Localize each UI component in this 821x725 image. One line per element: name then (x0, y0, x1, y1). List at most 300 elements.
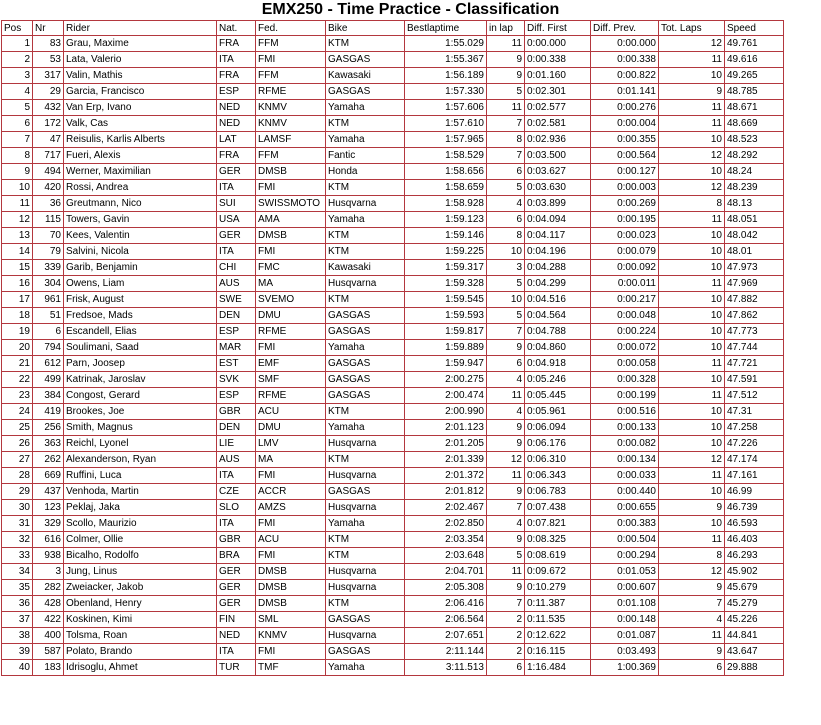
col-bestlaptime-cell: 1:59.317 (405, 260, 487, 276)
col-rider-cell: Kees, Valentin (64, 228, 217, 244)
col-diff-first-cell: 0:06.343 (525, 468, 591, 484)
col-bike-cell: GASGAS (326, 84, 405, 100)
table-row (2, 196, 784, 212)
col-diff-prev-cell: 1:00.369 (591, 660, 659, 676)
col-speed-cell: 48.523 (725, 132, 784, 148)
col-speed-cell: 47.591 (725, 372, 784, 388)
col-in-lap-cell: 4 (487, 404, 525, 420)
col-bestlaptime-cell: 1:59.817 (405, 324, 487, 340)
col-diff-first-cell: 0:04.788 (525, 324, 591, 340)
col-nr-cell: 83 (33, 36, 64, 52)
col-bike-cell: Yamaha (326, 340, 405, 356)
col-nat-cell: ITA (217, 180, 256, 196)
col-nr-cell: 282 (33, 580, 64, 596)
col-pos-cell: 28 (2, 468, 33, 484)
col-tot-laps-cell: 11 (659, 388, 725, 404)
col-in-lap-cell: 2 (487, 644, 525, 660)
col-diff-prev-cell: 0:00.355 (591, 132, 659, 148)
col-pos-cell: 1 (2, 36, 33, 52)
col-in-lap-cell: 5 (487, 548, 525, 564)
col-in-lap-cell: 11 (487, 468, 525, 484)
col-nat-cell: DEN (217, 420, 256, 436)
col-in-lap-cell: 11 (487, 100, 525, 116)
col-speed-cell: 48.042 (725, 228, 784, 244)
col-tot-laps-cell: 9 (659, 500, 725, 516)
col-in-lap-cell: 5 (487, 84, 525, 100)
table-row (2, 292, 784, 308)
col-speed-cell: 47.773 (725, 324, 784, 340)
col-bestlaptime-cell: 2:01.123 (405, 420, 487, 436)
col-nat-cell: ITA (217, 52, 256, 68)
col-speed-cell: 46.403 (725, 532, 784, 548)
col-bestlaptime-cell: 1:59.328 (405, 276, 487, 292)
col-bike-cell: Husqvarna (326, 468, 405, 484)
col-pos-cell: 4 (2, 84, 33, 100)
col-speed-cell: 47.161 (725, 468, 784, 484)
col-diff-first-cell: 1:16.484 (525, 660, 591, 676)
col-diff-first-cell: 0:00.338 (525, 52, 591, 68)
col-bike-header: Bike (326, 21, 405, 36)
col-fed-cell: SMF (256, 372, 326, 388)
col-fed-cell: LAMSF (256, 132, 326, 148)
col-tot-laps-cell: 12 (659, 180, 725, 196)
table-row (2, 580, 784, 596)
col-diff-prev-cell: 0:00.011 (591, 276, 659, 292)
col-diff-prev-cell: 0:00.269 (591, 196, 659, 212)
table-row (2, 212, 784, 228)
table-row (2, 484, 784, 500)
col-bestlaptime-cell: 2:01.339 (405, 452, 487, 468)
col-rider-cell: Alexanderson, Ryan (64, 452, 217, 468)
col-diff-first-cell: 0:03.500 (525, 148, 591, 164)
col-pos-cell: 27 (2, 452, 33, 468)
col-in-lap-cell: 6 (487, 212, 525, 228)
col-nat-cell: SUI (217, 196, 256, 212)
col-bike-cell: GASGAS (326, 644, 405, 660)
col-speed-cell: 48.671 (725, 100, 784, 116)
col-pos-cell: 7 (2, 132, 33, 148)
col-nr-cell: 669 (33, 468, 64, 484)
table-row (2, 148, 784, 164)
table-row (2, 452, 784, 468)
col-bestlaptime-cell: 2:02.467 (405, 500, 487, 516)
table-row (2, 68, 784, 84)
col-diff-first-cell: 0:03.630 (525, 180, 591, 196)
col-pos-cell: 5 (2, 100, 33, 116)
col-nat-cell: CZE (217, 484, 256, 500)
col-pos-cell: 33 (2, 548, 33, 564)
col-rider-cell: Obenland, Henry (64, 596, 217, 612)
col-rider-cell: Fredsoe, Mads (64, 308, 217, 324)
col-tot-laps-cell: 11 (659, 276, 725, 292)
col-diff-prev-cell: 0:00.082 (591, 436, 659, 452)
col-in-lap-cell: 8 (487, 132, 525, 148)
col-bestlaptime-cell: 1:59.225 (405, 244, 487, 260)
col-rider-cell: Reisulis, Karlis Alberts (64, 132, 217, 148)
col-rider-cell: Greutmann, Nico (64, 196, 217, 212)
col-bike-cell: GASGAS (326, 324, 405, 340)
col-bestlaptime-cell: 2:01.205 (405, 436, 487, 452)
col-nat-cell: GER (217, 596, 256, 612)
col-nr-cell: 172 (33, 116, 64, 132)
col-diff-first-cell: 0:02.581 (525, 116, 591, 132)
col-fed-cell: ACU (256, 532, 326, 548)
col-nat-cell: GER (217, 564, 256, 580)
col-diff-first-cell: 0:16.115 (525, 644, 591, 660)
col-diff-first-cell: 0:11.387 (525, 596, 591, 612)
col-nat-cell: AUS (217, 276, 256, 292)
col-speed-cell: 49.616 (725, 52, 784, 68)
col-pos-cell: 15 (2, 260, 33, 276)
col-nr-cell: 432 (33, 100, 64, 116)
col-diff-prev-cell: 0:00.607 (591, 580, 659, 596)
col-speed-cell: 49.761 (725, 36, 784, 52)
col-bestlaptime-cell: 1:58.928 (405, 196, 487, 212)
col-diff-first-cell: 0:06.310 (525, 452, 591, 468)
col-nat-cell: AUS (217, 452, 256, 468)
col-tot-laps-cell: 4 (659, 612, 725, 628)
col-pos-header: Pos (2, 21, 33, 36)
col-in-lap-cell: 4 (487, 372, 525, 388)
col-speed-cell: 46.739 (725, 500, 784, 516)
col-rider-cell: Fueri, Alexis (64, 148, 217, 164)
col-nat-cell: FRA (217, 68, 256, 84)
col-fed-cell: KNMV (256, 628, 326, 644)
col-pos-cell: 36 (2, 596, 33, 612)
col-tot-laps-cell: 11 (659, 356, 725, 372)
col-bestlaptime-cell: 2:11.144 (405, 644, 487, 660)
col-diff-prev-cell: 0:00.655 (591, 500, 659, 516)
col-speed-cell: 48.051 (725, 212, 784, 228)
table-row (2, 100, 784, 116)
col-fed-cell: RFME (256, 84, 326, 100)
col-tot-laps-cell: 10 (659, 308, 725, 324)
col-diff-first-cell: 0:04.094 (525, 212, 591, 228)
col-fed-cell: FMI (256, 52, 326, 68)
col-fed-cell: LMV (256, 436, 326, 452)
col-in-lap-cell: 9 (487, 420, 525, 436)
col-speed-cell: 47.258 (725, 420, 784, 436)
col-speed-cell: 44.841 (725, 628, 784, 644)
col-speed-cell: 45.902 (725, 564, 784, 580)
col-tot-laps-cell: 10 (659, 436, 725, 452)
col-fed-cell: RFME (256, 388, 326, 404)
col-diff-prev-cell: 0:00.127 (591, 164, 659, 180)
col-fed-cell: FMI (256, 516, 326, 532)
col-speed-cell: 48.13 (725, 196, 784, 212)
col-in-lap-cell: 9 (487, 484, 525, 500)
col-in-lap-cell: 11 (487, 36, 525, 52)
col-tot-laps-cell: 9 (659, 644, 725, 660)
col-rider-cell: Brookes, Joe (64, 404, 217, 420)
col-fed-cell: FFM (256, 148, 326, 164)
col-rider-cell: Van Erp, Ivano (64, 100, 217, 116)
col-pos-cell: 26 (2, 436, 33, 452)
header-row (2, 21, 784, 36)
col-bike-cell: Husqvarna (326, 628, 405, 644)
col-diff-prev-cell: 0:00.217 (591, 292, 659, 308)
col-diff-first-cell: 0:04.117 (525, 228, 591, 244)
col-in-lap-cell: 2 (487, 628, 525, 644)
col-speed-cell: 47.882 (725, 292, 784, 308)
col-in-lap-cell: 6 (487, 164, 525, 180)
col-pos-cell: 35 (2, 580, 33, 596)
col-bestlaptime-cell: 2:00.275 (405, 372, 487, 388)
col-diff-first-cell: 0:09.672 (525, 564, 591, 580)
col-bestlaptime-cell: 1:55.367 (405, 52, 487, 68)
col-in-lap-cell: 11 (487, 388, 525, 404)
col-diff-prev-cell: 0:01.108 (591, 596, 659, 612)
col-in-lap-cell: 9 (487, 340, 525, 356)
col-bike-cell: KTM (326, 292, 405, 308)
col-bike-cell: KTM (326, 116, 405, 132)
col-in-lap-cell: 7 (487, 116, 525, 132)
col-bestlaptime-cell: 1:57.965 (405, 132, 487, 148)
col-nr-cell: 115 (33, 212, 64, 228)
table-row (2, 564, 784, 580)
col-diff-first-cell: 0:11.535 (525, 612, 591, 628)
col-diff-first-header: Diff. First (525, 21, 591, 36)
col-diff-first-cell: 0:00.000 (525, 36, 591, 52)
col-bestlaptime-cell: 1:55.029 (405, 36, 487, 52)
table-row (2, 228, 784, 244)
col-in-lap-cell: 10 (487, 292, 525, 308)
col-bestlaptime-cell: 2:03.354 (405, 532, 487, 548)
col-bestlaptime-cell: 2:05.308 (405, 580, 487, 596)
table-row (2, 548, 784, 564)
col-fed-cell: SWISSMOTO (256, 196, 326, 212)
col-diff-first-cell: 0:02.936 (525, 132, 591, 148)
table-row (2, 420, 784, 436)
col-diff-prev-cell: 0:00.092 (591, 260, 659, 276)
col-nr-cell: 587 (33, 644, 64, 660)
page-title: EMX250 - Time Practice - Classification (261, 1, 560, 18)
col-diff-prev-cell: 0:00.134 (591, 452, 659, 468)
col-rider-cell: Owens, Liam (64, 276, 217, 292)
col-fed-cell: FMC (256, 260, 326, 276)
col-bike-cell: Husqvarna (326, 564, 405, 580)
col-diff-first-cell: 0:05.246 (525, 372, 591, 388)
col-bestlaptime-cell: 1:56.189 (405, 68, 487, 84)
col-pos-cell: 23 (2, 388, 33, 404)
col-fed-cell: AMA (256, 212, 326, 228)
col-speed-cell: 46.293 (725, 548, 784, 564)
classification-table (1, 20, 784, 676)
col-nat-cell: CHI (217, 260, 256, 276)
col-tot-laps-cell: 10 (659, 68, 725, 84)
col-bestlaptime-cell: 2:03.648 (405, 548, 487, 564)
col-pos-cell: 40 (2, 660, 33, 676)
col-rider-cell: Peklaj, Jaka (64, 500, 217, 516)
col-bike-cell: KTM (326, 548, 405, 564)
col-tot-laps-cell: 10 (659, 132, 725, 148)
col-rider-cell: Bicalho, Rodolfo (64, 548, 217, 564)
table-row (2, 244, 784, 260)
col-pos-cell: 6 (2, 116, 33, 132)
col-rider-cell: Smith, Magnus (64, 420, 217, 436)
col-nr-cell: 499 (33, 372, 64, 388)
col-tot-laps-cell: 11 (659, 532, 725, 548)
col-diff-first-cell: 0:06.094 (525, 420, 591, 436)
col-tot-laps-cell: 10 (659, 404, 725, 420)
col-diff-prev-cell: 0:00.079 (591, 244, 659, 260)
col-diff-prev-cell: 0:00.516 (591, 404, 659, 420)
col-diff-prev-cell: 0:01.087 (591, 628, 659, 644)
col-diff-first-cell: 0:10.279 (525, 580, 591, 596)
col-nr-cell: 400 (33, 628, 64, 644)
col-diff-prev-cell: 0:00.195 (591, 212, 659, 228)
col-bestlaptime-cell: 1:58.659 (405, 180, 487, 196)
table-row (2, 36, 784, 52)
col-fed-cell: AMZS (256, 500, 326, 516)
col-nat-cell: FRA (217, 148, 256, 164)
col-fed-cell: FFM (256, 36, 326, 52)
col-diff-prev-cell: 0:00.133 (591, 420, 659, 436)
col-in-lap-cell: 12 (487, 452, 525, 468)
col-bike-cell: Kawasaki (326, 68, 405, 84)
col-tot-laps-cell: 9 (659, 84, 725, 100)
col-nat-cell: DEN (217, 308, 256, 324)
table-row (2, 468, 784, 484)
col-rider-cell: Rossi, Andrea (64, 180, 217, 196)
col-bike-cell: KTM (326, 596, 405, 612)
col-tot-laps-cell: 8 (659, 196, 725, 212)
col-bike-cell: KTM (326, 228, 405, 244)
col-nr-cell: 36 (33, 196, 64, 212)
table-row (2, 660, 784, 676)
col-rider-cell: Jung, Linus (64, 564, 217, 580)
table-row (2, 372, 784, 388)
col-fed-cell: FMI (256, 340, 326, 356)
col-bike-cell: GASGAS (326, 372, 405, 388)
table-row (2, 52, 784, 68)
col-bestlaptime-cell: 2:00.990 (405, 404, 487, 420)
table-row (2, 436, 784, 452)
table-row (2, 356, 784, 372)
table-row (2, 612, 784, 628)
col-nat-cell: FRA (217, 36, 256, 52)
col-rider-cell: Grau, Maxime (64, 36, 217, 52)
col-diff-first-cell: 0:04.918 (525, 356, 591, 372)
col-rider-header: Rider (64, 21, 217, 36)
col-speed-cell: 47.226 (725, 436, 784, 452)
col-diff-prev-cell: 0:00.000 (591, 36, 659, 52)
col-pos-cell: 20 (2, 340, 33, 356)
col-fed-cell: FFM (256, 68, 326, 84)
col-in-lap-cell: 6 (487, 660, 525, 676)
table-row (2, 404, 784, 420)
col-tot-laps-cell: 11 (659, 212, 725, 228)
col-speed-cell: 48.24 (725, 164, 784, 180)
col-pos-cell: 32 (2, 532, 33, 548)
col-speed-cell: 29.888 (725, 660, 784, 676)
col-nat-cell: GER (217, 164, 256, 180)
col-rider-cell: Katrinak, Jaroslav (64, 372, 217, 388)
col-speed-cell: 48.239 (725, 180, 784, 196)
col-diff-first-cell: 0:12.622 (525, 628, 591, 644)
col-bike-cell: Husqvarna (326, 196, 405, 212)
col-nat-cell: FIN (217, 612, 256, 628)
col-in-lap-cell: 3 (487, 260, 525, 276)
col-tot-laps-cell: 11 (659, 628, 725, 644)
col-diff-prev-cell: 0:00.564 (591, 148, 659, 164)
table-row (2, 180, 784, 196)
col-diff-prev-cell: 0:00.276 (591, 100, 659, 116)
col-diff-first-cell: 0:04.516 (525, 292, 591, 308)
col-nat-cell: NED (217, 100, 256, 116)
col-fed-cell: DMSB (256, 580, 326, 596)
table-row (2, 388, 784, 404)
col-diff-prev-cell: 0:00.023 (591, 228, 659, 244)
col-pos-cell: 19 (2, 324, 33, 340)
col-tot-laps-cell: 10 (659, 484, 725, 500)
col-rider-cell: Valk, Cas (64, 116, 217, 132)
col-tot-laps-cell: 10 (659, 244, 725, 260)
col-bestlaptime-cell: 3:11.513 (405, 660, 487, 676)
col-tot-laps-cell: 11 (659, 468, 725, 484)
col-in-lap-cell: 5 (487, 308, 525, 324)
col-rider-cell: Ruffini, Luca (64, 468, 217, 484)
col-bestlaptime-cell: 2:01.812 (405, 484, 487, 500)
col-bike-cell: Yamaha (326, 212, 405, 228)
col-in-lap-cell: 10 (487, 244, 525, 260)
col-tot-laps-cell: 8 (659, 548, 725, 564)
col-fed-cell: DMSB (256, 596, 326, 612)
table-row (2, 324, 784, 340)
col-diff-prev-cell: 0:00.148 (591, 612, 659, 628)
col-pos-cell: 2 (2, 52, 33, 68)
col-nr-cell: 938 (33, 548, 64, 564)
col-pos-cell: 10 (2, 180, 33, 196)
table-row (2, 500, 784, 516)
table-row (2, 164, 784, 180)
col-speed-cell: 47.174 (725, 452, 784, 468)
col-rider-cell: Venhoda, Martin (64, 484, 217, 500)
col-nat-cell: ITA (217, 516, 256, 532)
col-fed-cell: FMI (256, 244, 326, 260)
col-tot-laps-cell: 10 (659, 164, 725, 180)
col-tot-laps-cell: 12 (659, 564, 725, 580)
col-pos-cell: 29 (2, 484, 33, 500)
col-speed-cell: 47.512 (725, 388, 784, 404)
col-bestlaptime-cell: 2:04.701 (405, 564, 487, 580)
col-tot-laps-cell: 10 (659, 228, 725, 244)
col-tot-laps-cell: 10 (659, 340, 725, 356)
col-pos-cell: 12 (2, 212, 33, 228)
col-fed-cell: SML (256, 612, 326, 628)
col-bike-cell: Yamaha (326, 100, 405, 116)
col-diff-first-cell: 0:08.619 (525, 548, 591, 564)
col-nr-cell: 420 (33, 180, 64, 196)
col-diff-prev-cell: 0:00.338 (591, 52, 659, 68)
col-speed-cell: 47.721 (725, 356, 784, 372)
col-diff-first-cell: 0:04.288 (525, 260, 591, 276)
col-speed-cell: 46.593 (725, 516, 784, 532)
col-rider-cell: Koskinen, Kimi (64, 612, 217, 628)
col-tot-laps-header: Tot. Laps (659, 21, 725, 36)
col-nat-header: Nat. (217, 21, 256, 36)
col-rider-cell: Tolsma, Roan (64, 628, 217, 644)
col-rider-cell: Polato, Brando (64, 644, 217, 660)
col-diff-prev-cell: 0:00.383 (591, 516, 659, 532)
col-pos-cell: 22 (2, 372, 33, 388)
col-tot-laps-cell: 11 (659, 100, 725, 116)
col-nat-cell: SWE (217, 292, 256, 308)
col-nr-cell: 123 (33, 500, 64, 516)
col-bestlaptime-cell: 1:57.330 (405, 84, 487, 100)
col-rider-cell: Reichl, Lyonel (64, 436, 217, 452)
col-fed-cell: KNMV (256, 116, 326, 132)
